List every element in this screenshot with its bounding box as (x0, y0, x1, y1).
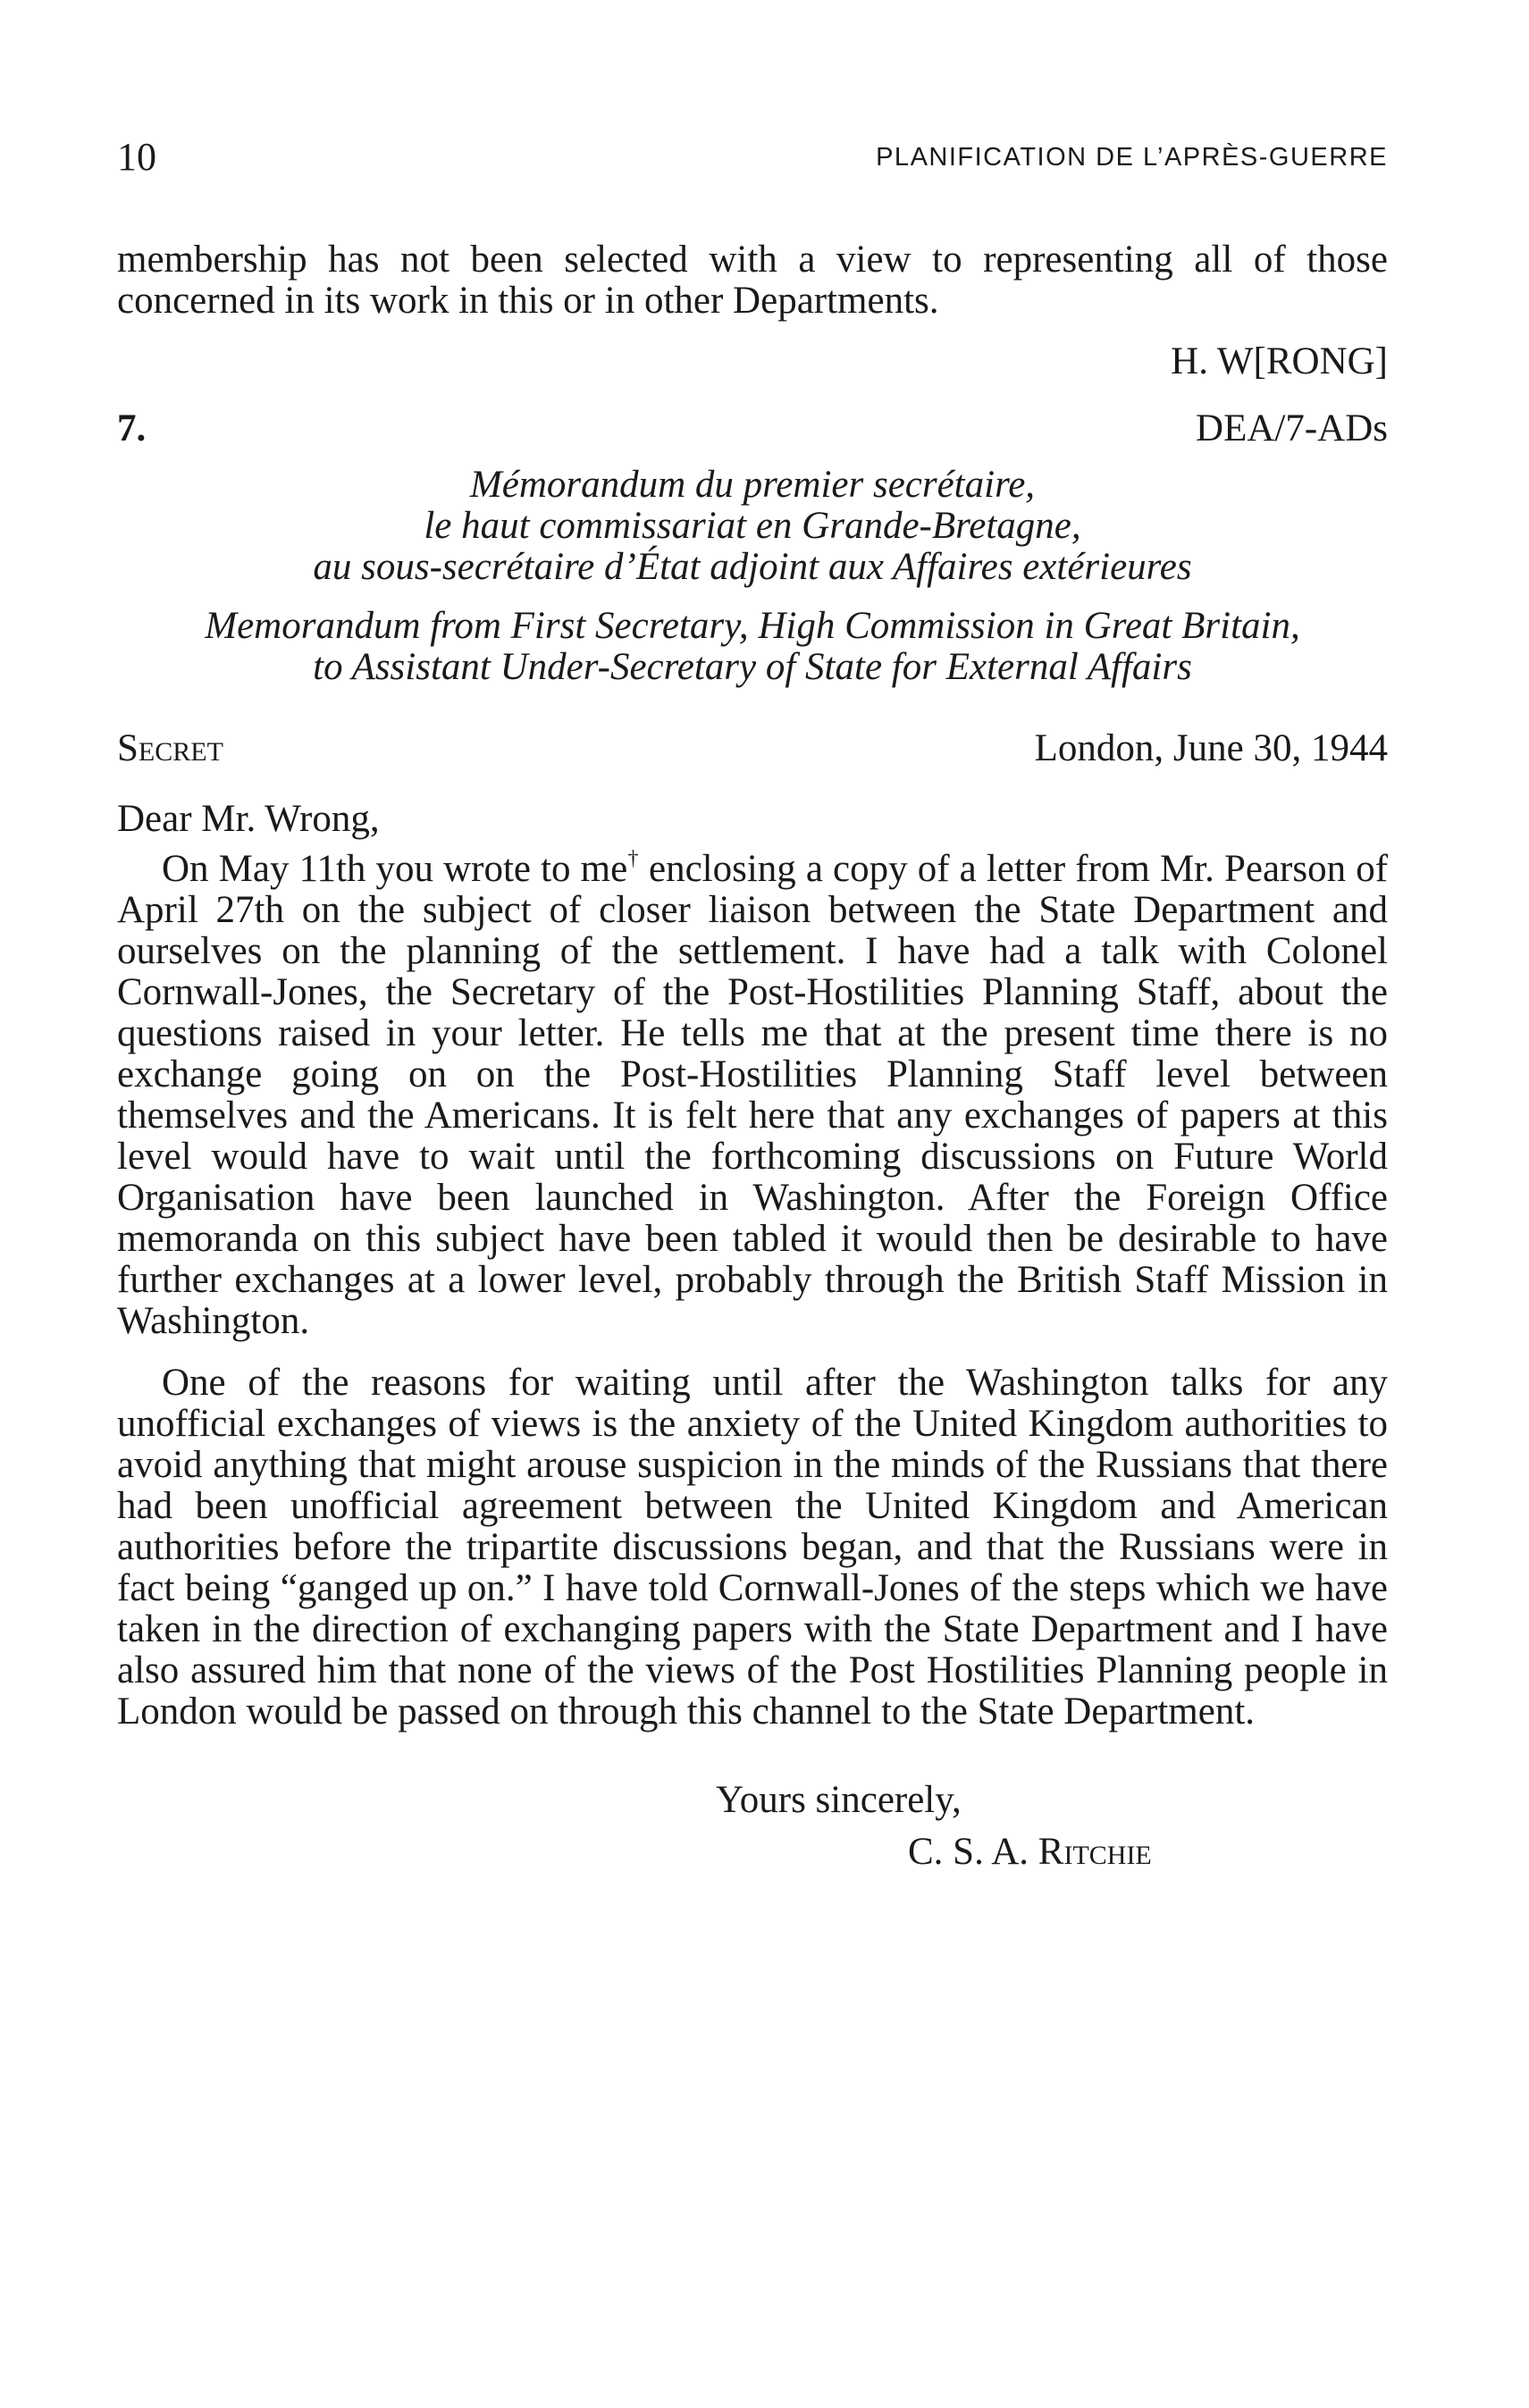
paragraph-1-rest: enclosing a copy of a letter from Mr. Pearson of April 27th on the subject of closer liaison between the State Department and ourselves on the planning of the settlement. I have had a talk with Colonel Cornwall-Jones, the Secretary of the Post-Hostilities Planning Staff, about the questions raised in your letter. He tells me that at the present time there is no exchange going on on the Post-Hostilities Planning Staff level between themselves and the Americans. It is felt here that any exchanges of papers at this level would have to wait until the forthcoming discussions on Future World Organisation have been launched in Washington. After the Foreign Office memoranda on this subject have been tabled it would then be desirable to have further exchanges at a lower level, probably through the British Staff Mission in Washington. (117, 848, 1389, 1342)
title-en-line: Memorandum from First Secretary, High Commission in Great Britain, (205, 605, 1300, 647)
page-number: 10 (117, 135, 156, 179)
paragraph-1-start: On May 11th you wrote to me (162, 848, 628, 890)
running-header (117, 134, 1388, 188)
title-fr-line: au sous-secrétaire d’État adjoint aux Affaires extérieures (313, 546, 1192, 588)
title-fr-line: le haut commissariat en Grande-Bretagne, (424, 505, 1081, 547)
document-titles (117, 465, 1388, 688)
classification: Secret (117, 727, 223, 769)
document-number: 7. (117, 407, 147, 449)
footnote-dagger: † (627, 847, 639, 870)
previous-signature: H. W[RONG] (1171, 340, 1388, 382)
place-date: London, June 30, 1944 (1034, 727, 1388, 769)
salutation: Dear Mr. Wrong, (117, 798, 380, 840)
closing: Yours sincerely, (716, 1779, 962, 1821)
document-reference: DEA/7-ADs (1196, 407, 1388, 449)
paragraph-2-text: One of the reasons for waiting until after the Washington talks for any unofficial exchanges of views is the anxiety of the United Kingdom authorities to avoid anything that might arouse suspicion in the minds of the Russians that there had been unofficial agreement between the United Kingdom and American authorities before the tripartite discussions began, and that the Russians were in fact being “ganged up on.” I have told Cornwall-Jones of the steps which we have taken in the direction of exchanging papers with the State Department and I have also assured him that none of the views of the Post Hostilities Planning people in London would be passed on through this channel to the State Department. (117, 1362, 1388, 1733)
paragraph-1 (117, 849, 1388, 1342)
title-en-line: to Assistant Under-Secretary of State for External Affairs (313, 646, 1192, 688)
signer: C. S. A. Ritchie (908, 1831, 1152, 1873)
paragraph-2 (117, 1363, 1388, 1733)
previous-document-continuation (117, 239, 1388, 322)
title-fr-line: Mémorandum du premier secrétaire, (469, 464, 1036, 506)
running-title: PLANIFICATION DE L’APRÈS-GUERRE (876, 143, 1388, 172)
continuation-text: membership has not been selected with a view to representing all of those concerned in its work in this or in other Departments. (117, 239, 1388, 322)
